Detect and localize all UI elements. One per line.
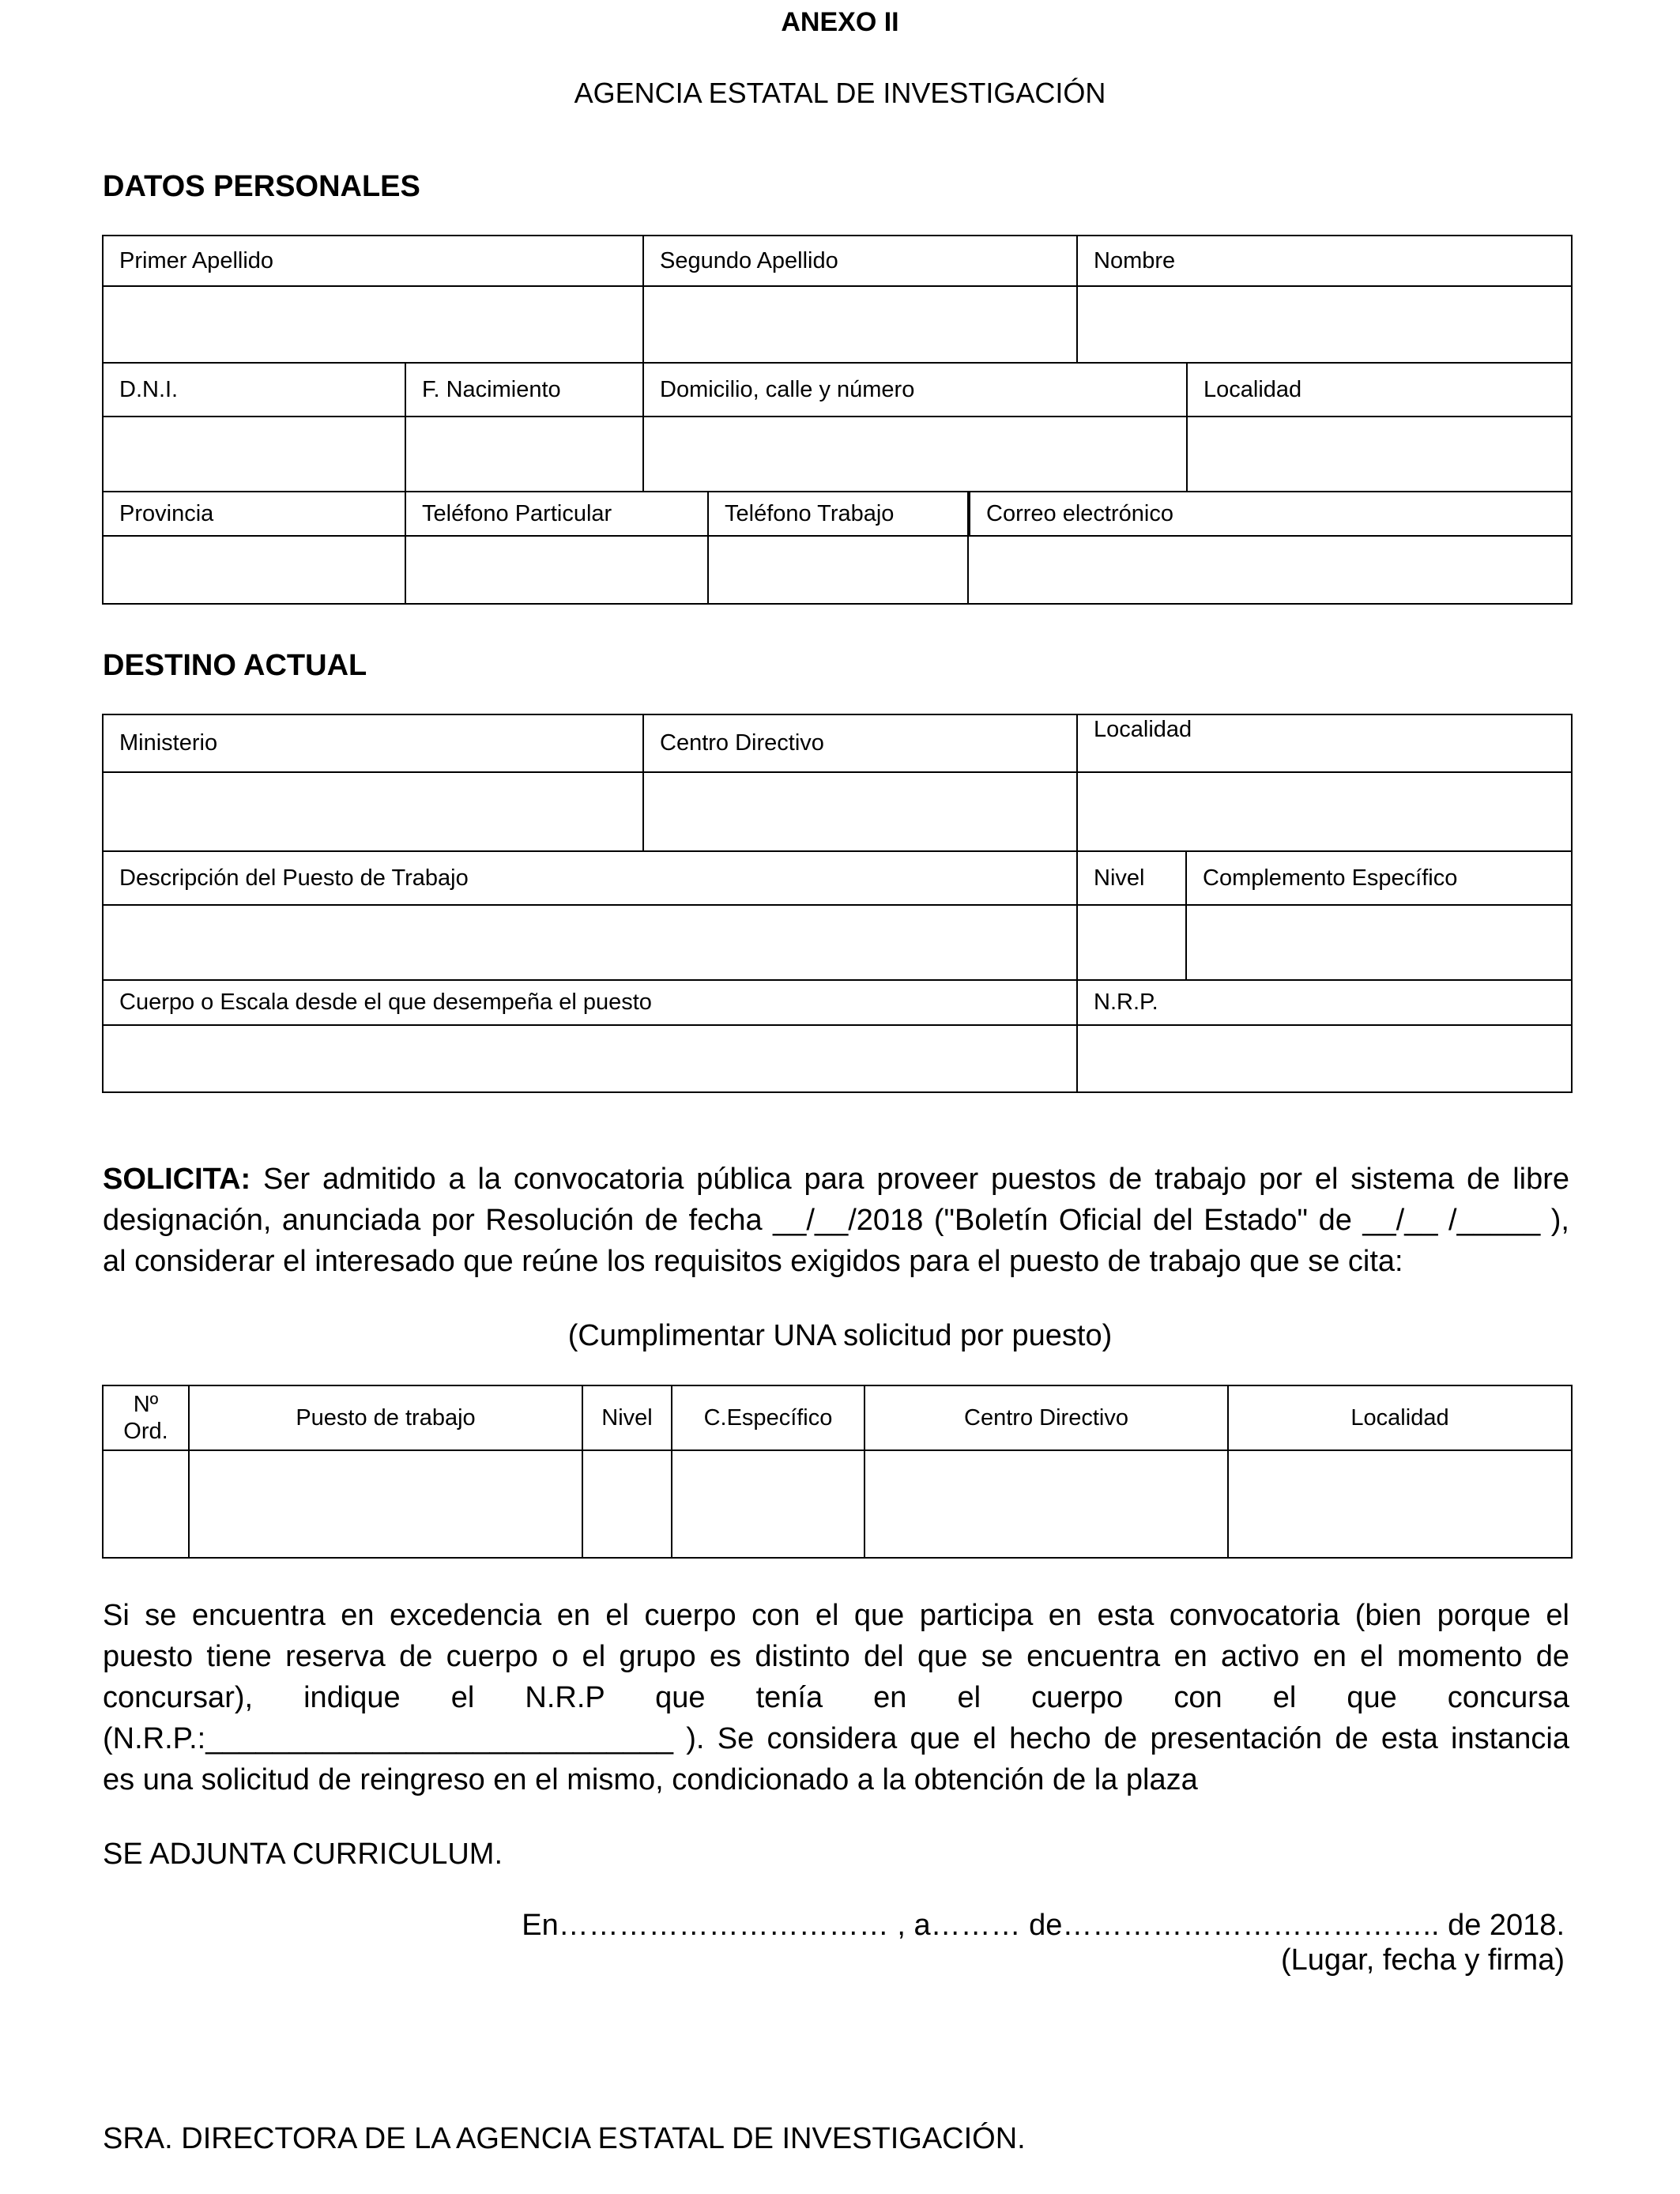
header-num-ord: Nº Ord. bbox=[103, 1385, 189, 1450]
label-cuerpo-escala: Cuerpo o Escala desde el que desempeña el puesto bbox=[103, 980, 1077, 1025]
firma-line: En…………………………… , a……… de……………………………….. de 2018. bbox=[522, 1909, 1565, 1942]
field-c-especifico[interactable] bbox=[672, 1450, 864, 1558]
adjunta-curriculum: SE ADJUNTA CURRICULUM. bbox=[103, 1838, 503, 1871]
header-centro-directivo: Centro Directivo bbox=[864, 1385, 1228, 1450]
solicita-paragraph bbox=[103, 1159, 1569, 1282]
section-title-destino-actual: DESTINO ACTUAL bbox=[103, 649, 367, 682]
puestos-table bbox=[102, 1385, 1573, 1559]
field-localidad-destino[interactable] bbox=[1077, 772, 1572, 851]
label-descripcion-puesto: Descripción del Puesto de Trabajo bbox=[103, 851, 1077, 905]
field-segundo-apellido[interactable] bbox=[643, 286, 1077, 363]
field-telefono-particular[interactable] bbox=[406, 537, 709, 603]
field-telefono-trabajo[interactable] bbox=[709, 537, 967, 603]
field-primer-apellido[interactable] bbox=[103, 286, 643, 363]
datos-personales-table bbox=[102, 235, 1573, 605]
instruction-text: (Cumplimentar UNA solicitud por puesto) bbox=[567, 1319, 1113, 1352]
label-nrp: N.R.P. bbox=[1077, 980, 1572, 1025]
field-complemento-especifico[interactable] bbox=[1186, 905, 1572, 980]
label-centro-directivo: Centro Directivo bbox=[643, 714, 1077, 772]
label-telefono-trabajo: Teléfono Trabajo bbox=[725, 501, 895, 526]
solicita-line-2: designación, anunciada por Resolución de fecha __/__/2018 ("Boletín Oficial del Estado" de __/__ /_____ ), bbox=[103, 1204, 1569, 1237]
field-localidad[interactable] bbox=[1187, 417, 1572, 492]
field-nivel[interactable] bbox=[1077, 905, 1186, 980]
field-fecha-nacimiento[interactable] bbox=[405, 417, 643, 492]
label-complemento-especifico: Complemento Específico bbox=[1186, 851, 1572, 905]
field-num-ord[interactable] bbox=[103, 1450, 189, 1558]
field-nrp[interactable] bbox=[1077, 1025, 1572, 1092]
firma-caption: (Lugar, fecha y firma) bbox=[1280, 1943, 1565, 1977]
excedencia-line-2: puesto tiene reserva de cuerpo o el grupo es distinto del que se encuentra en activo en el momento de bbox=[103, 1640, 1569, 1673]
field-provincia[interactable] bbox=[103, 536, 405, 604]
excedencia-paragraph bbox=[103, 1595, 1569, 1800]
label-dni: D.N.I. bbox=[103, 363, 405, 417]
section-title-datos-personales: DATOS PERSONALES bbox=[103, 170, 420, 203]
label-domicilio: Domicilio, calle y número bbox=[643, 363, 1187, 417]
label-fecha-nacimiento: F. Nacimiento bbox=[405, 363, 643, 417]
field-puesto-nivel[interactable] bbox=[582, 1450, 672, 1558]
annex-title: ANEXO II bbox=[781, 7, 899, 37]
field-cuerpo-escala[interactable] bbox=[103, 1025, 1077, 1092]
field-dni[interactable] bbox=[103, 417, 405, 492]
header-nivel: Nivel bbox=[582, 1385, 672, 1450]
label-primer-apellido: Primer Apellido bbox=[103, 236, 643, 286]
label-localidad: Localidad bbox=[1187, 363, 1572, 417]
field-domicilio[interactable] bbox=[643, 417, 1187, 492]
label-nombre: Nombre bbox=[1077, 236, 1572, 286]
label-correo-electronico: Correo electrónico bbox=[986, 501, 1173, 526]
solicita-label: SOLICITA: bbox=[103, 1163, 251, 1196]
header-c-especifico: C.Específico bbox=[672, 1385, 864, 1450]
header-localidad: Localidad bbox=[1228, 1385, 1572, 1450]
label-provincia: Provincia bbox=[103, 492, 405, 536]
field-nombre[interactable] bbox=[1077, 286, 1572, 363]
excedencia-line-1: Si se encuentra en excedencia en el cuerpo con el que participa en esta convocatoria (bien porque el bbox=[103, 1599, 1569, 1632]
field-puesto-trabajo[interactable] bbox=[189, 1450, 582, 1558]
destino-actual-table bbox=[102, 714, 1573, 1093]
label-localidad-destino: Localidad bbox=[1077, 714, 1572, 772]
field-puesto-centro-directivo[interactable] bbox=[864, 1450, 1228, 1558]
agency-title: AGENCIA ESTATAL DE INVESTIGACIÓN bbox=[574, 77, 1106, 109]
label-segundo-apellido: Segundo Apellido bbox=[643, 236, 1077, 286]
field-ministerio[interactable] bbox=[103, 772, 643, 851]
header-puesto-trabajo: Puesto de trabajo bbox=[189, 1385, 582, 1450]
field-puesto-localidad[interactable] bbox=[1228, 1450, 1572, 1558]
solicita-line-1: Ser admitido a la convocatoria pública para proveer puestos de trabajo por el sistema de libre bbox=[250, 1163, 1569, 1196]
label-telefono-particular: Teléfono Particular bbox=[406, 492, 709, 535]
solicita-line-3: al considerar el interesado que reúne los requisitos exigidos para el puesto de trabajo que se cita: bbox=[103, 1245, 1403, 1278]
excedencia-line-3: concursar), indique el N.R.P que tenía en el cuerpo con el que concursa bbox=[103, 1681, 1569, 1714]
label-nivel: Nivel bbox=[1077, 851, 1186, 905]
field-correo-electronico[interactable] bbox=[968, 536, 1572, 604]
destinatario: SRA. DIRECTORA DE LA AGENCIA ESTATAL DE INVESTIGACIÓN. bbox=[103, 2122, 1026, 2155]
label-ministerio: Ministerio bbox=[103, 714, 643, 772]
excedencia-line-4: (N.R.P.:____________________________ ). Se considera que el hecho de presentación de esta instancia bbox=[103, 1722, 1569, 1755]
excedencia-line-5: es una solicitud de reingreso en el mismo, condicionado a la obtención de la plaza bbox=[103, 1763, 1198, 1796]
field-descripcion-puesto[interactable] bbox=[103, 905, 1077, 980]
field-centro-directivo[interactable] bbox=[643, 772, 1077, 851]
